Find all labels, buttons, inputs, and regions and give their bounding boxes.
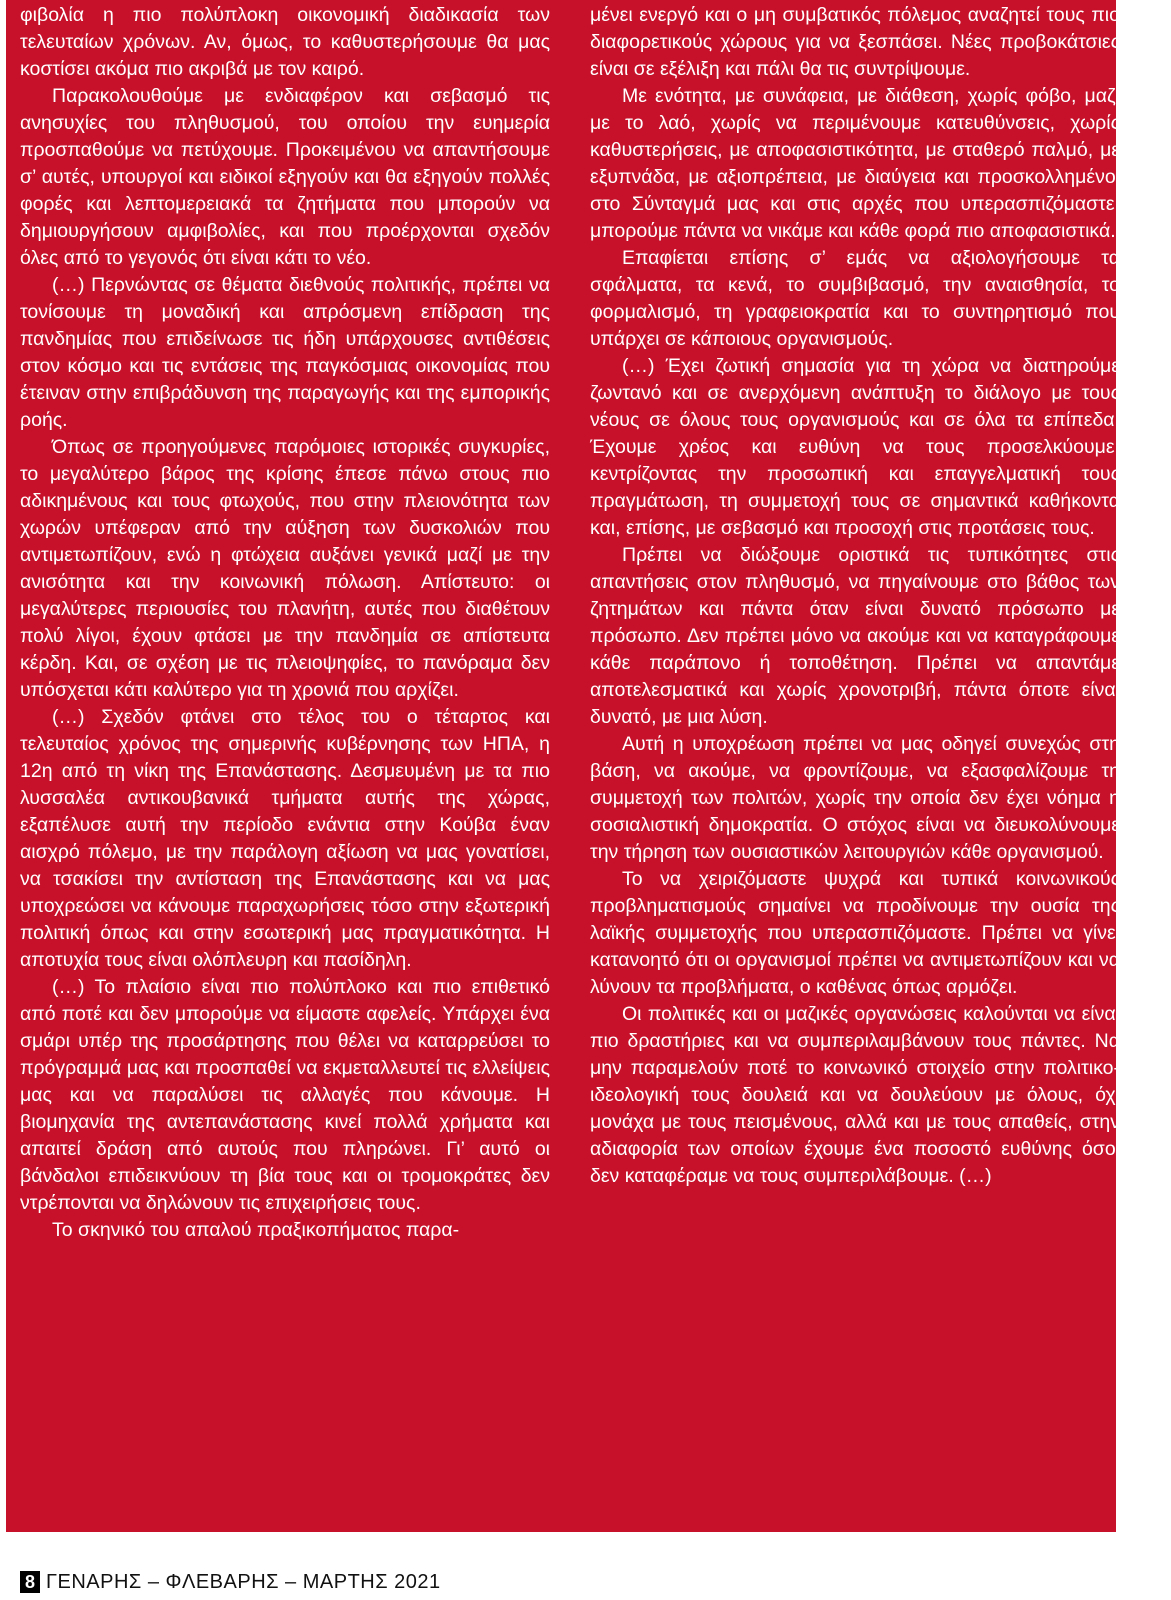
page-number: 8 xyxy=(20,1571,40,1593)
paragraph: (…) Σχεδόν φτάνει στο τέλος του ο τέταρτος και τελευταίος χρόνος της σημερινής κυβέρνησης των ΗΠΑ, η 12η από τη νίκη της Επανάστασης. Δεσμευμένη με τα πιο λυσσαλέα αντικουβανικά τμήματα αυτής της χώρας, εξαπέλυσε αυτή την περίοδο ενάντια στην Κούβα έναν αισχρό πόλεμο, με την παράλογη αξίωση να μας γονατίσει, να τσακίσει την αντίσταση της Επανάστασης και να μας υποχρεώσει να κάνουμε παραχωρήσεις τόσο στην εξωτερική πολιτική όπως και στην εσωτερική μας πραγματικότητα. Η αποτυχία τους είναι ολόπλευρη και πασίδηλη. xyxy=(20,706,550,971)
paragraph: Με ενότητα, με συνάφεια, με διάθεση, χωρίς φόβο, μαζί με το λαό, χωρίς να περιμένουμε κατευθύνσεις, χωρίς καθυστερήσεις, με αποφασιστικότητα, με σταθερό παλμό, με εξυπνάδα, με αξιοπρέπεια, με διαύγεια και προσκολλημένοι στο Σύνταγμά μας και στις αρχές που υπερασπιζόμαστε, μπορούμε πάντα να νικάμε και κάθε φορά πιο αποφασιστικά. xyxy=(590,85,1120,242)
page-footer xyxy=(20,1570,441,1594)
paragraph: μένει ενεργό και ο μη συμβατικός πόλεμος αναζητεί τους πιο διαφορετικούς χώρους για να ξεσπάσει. Νέες προβοκάτσιες είναι σε εξέλιξη και πάλι θα τις συντρίψουμε. xyxy=(590,4,1120,80)
paragraph: Το να χειριζόμαστε ψυχρά και τυπικά κοινωνικούς προβληματισμούς σημαίνει να προδίνουμε την ουσία της λαϊκής συμμετοχής που υπερασπιζόμαστε. Πρέπει να γίνει κατανοητό ότι οι οργανισμοί πρέπει να αντιμετωπίζουν και να λύνουν τα προβλήματα, ο καθένας όπως αρμόζει. xyxy=(590,868,1120,998)
paragraph: Το σκηνικό του απαλού πραξικοπήματος παρα- xyxy=(52,1219,460,1241)
right-column xyxy=(590,2,1120,1190)
paragraph: Επαφίεται επίσης σ’ εμάς να αξιολογήσουμε τα σφάλματα, τα κενά, το συμβιβασμό, την αναισθησία, το φορμαλισμό, τη γραφειοκρατία και το συντηρητισμό που υπάρχει σε κάποιους οργανισμούς. xyxy=(590,247,1120,350)
paragraph: φιβολία η πιο πολύπλοκη οικονομική διαδικασία των τελευταίων χρόνων. Αν, όμως, το καθυστερήσουμε θα μας κοστίσει ακόμα πιο ακριβά με τον καιρό. xyxy=(20,4,550,80)
paragraph: Αυτή η υποχρέωση πρέπει να μας οδηγεί συνεχώς στη βάση, να ακούμε, να φροντίζουμε, να εξασφαλίζουμε τη συμμετοχή των πολιτών, χωρίς την οποία δεν έχει νόημα η σοσιαλιστική δημοκρατία. Ο στόχος είναι να διευκολύνουμε την τήρηση των ουσιαστικών λειτουργιών κάθε οργανισμού. xyxy=(590,733,1120,863)
paragraph: (…) Το πλαίσιο είναι πιο πολύπλοκο και πιο επιθετικό από ποτέ και δεν μπορούμε να είμαστε αφελείς. Υπάρχει ένα σμάρι υπέρ της προσάρτησης που θέλει να καταρρεύσει το πρόγραμμά μας και προσπαθεί να εκμεταλλευτεί τις ελλείψεις μας και να παραλύσει τις αλλαγές που κάνουμε. Η βιομηχανία της αντεπανάστασης κινεί πολλά χρήματα και απαιτεί δράση από αυτούς που πληρώνει. Γι’ αυτό οι βάνδαλοι επιδεικνύουν τη βία τους και οι τρομοκράτες δεν ντρέπονται να δηλώνουν τις επιχειρήσεις τους. xyxy=(20,976,550,1214)
left-column xyxy=(20,2,550,1244)
article-panel xyxy=(6,0,1120,1532)
issue-date: ΓΕΝΑΡΗΣ – ΦΛΕΒΑΡΗΣ – ΜΑΡΤΗΣ 2021 xyxy=(46,1570,441,1593)
paragraph: Οι πολιτικές και οι μαζικές οργανώσεις καλούνται να είναι πιο δραστήριες και να συμπεριλαμβάνουν τους πάντες. Να μην παραμελούν ποτέ το κοινωνικό στοιχείο στην πολιτικο-ιδεολογική τους δουλειά και να δουλεύουν με όλους, όχι μονάχα με τους πεισμένους, αλλά και με τους απαθείς, στην αδιαφορία των οποίων έχουμε ένα ποσοστό ευθύνης όσοι δεν καταφέραμε να τους συμπεριλάβουμε. (…) xyxy=(590,1003,1120,1187)
paragraph: Παρακολουθούμε με ενδιαφέρον και σεβασμό τις ανησυχίες του πληθυσμού, του οποίου την ευημερία προσπαθούμε να πετύχουμε. Προκειμένου να απαντήσουμε σ’ αυτές, υπουργοί και ειδικοί εξηγούν και θα εξηγούν πολλές φορές και λεπτομερειακά τα ζητήματα που μπορούν να δημιουργήσουν αμφιβολίες, και που προέρχονται σχεδόν όλες από το γεγονός ότι είναι κάτι το νέο. xyxy=(20,85,550,269)
paragraph: (…) Περνώντας σε θέματα διεθνούς πολιτικής, πρέπει να τονίσουμε τη μοναδική και απρόσμενη επίδραση της πανδημίας που επιδείνωσε τις ήδη υπάρχουσες αντιθέσεις στον κόσμο και τις εντάσεις της παγκόσμιας οικονομίας που έτειναν στην επιβράδυνση της παραγωγής και της εμπορικής ροής. xyxy=(20,274,550,431)
paragraph: (…) Έχει ζωτική σημασία για τη χώρα να διατηρούμε ζωντανό και σε ανερχόμενη ανάπτυξη το διάλογο με τους νέους σε όλους τους οργανισμούς και σε όλα τα επίπεδα. Έχουμε χρέος και ευθύνη να τους προσελκύουμε, κεντρίζοντας την προσωπική και επαγγελματική τους πραγμάτωση, τη συμμετοχή τους σε σημαντικά καθήκοντα και, επίσης, με σεβασμό και προσοχή στις προτάσεις τους. xyxy=(590,355,1120,539)
paragraph: Πρέπει να διώξουμε οριστικά τις τυπικότητες στις απαντήσεις στον πληθυσμό, να πηγαίνουμε στο βάθος των ζητημάτων και πάντα όταν είναι δυνατό πρόσωπο με πρόσωπο. Δεν πρέπει μόνο να ακούμε και να καταγράφουμε κάθε παράπονο ή τοποθέτηση. Πρέπει να απαντάμε αποτελεσματικά και χωρίς χρονοτριβή, πάντα όποτε είναι δυνατό, με μια λύση. xyxy=(590,544,1120,728)
paragraph: Όπως σε προηγούμενες παρόμοιες ιστορικές συγκυρίες, το μεγαλύτερο βάρος της κρίσης έπεσε πάνω στους πιο αδικημένους και τους φτωχούς, που στην πλειονότητα των χωρών υπέφεραν από την αύξηση των δυσκολιών που αντιμετωπίζουν, ενώ η φτώχεια αυξάνει γενικά μαζί με την ανισότητα και την κοινωνική πόλωση. Απίστευτο: οι μεγαλύτερες περιουσίες του πλανήτη, αυτές που διαθέτουν πολύ λίγοι, έχουν φτάσει με την πανδημία σε απίστευτα κέρδη. Και, σε σχέση με τις πλειοψηφίες, το πανόραμα δεν υπόσχεται κάτι καλύτερο για τη χρονιά που αρχίζει. xyxy=(20,436,550,701)
